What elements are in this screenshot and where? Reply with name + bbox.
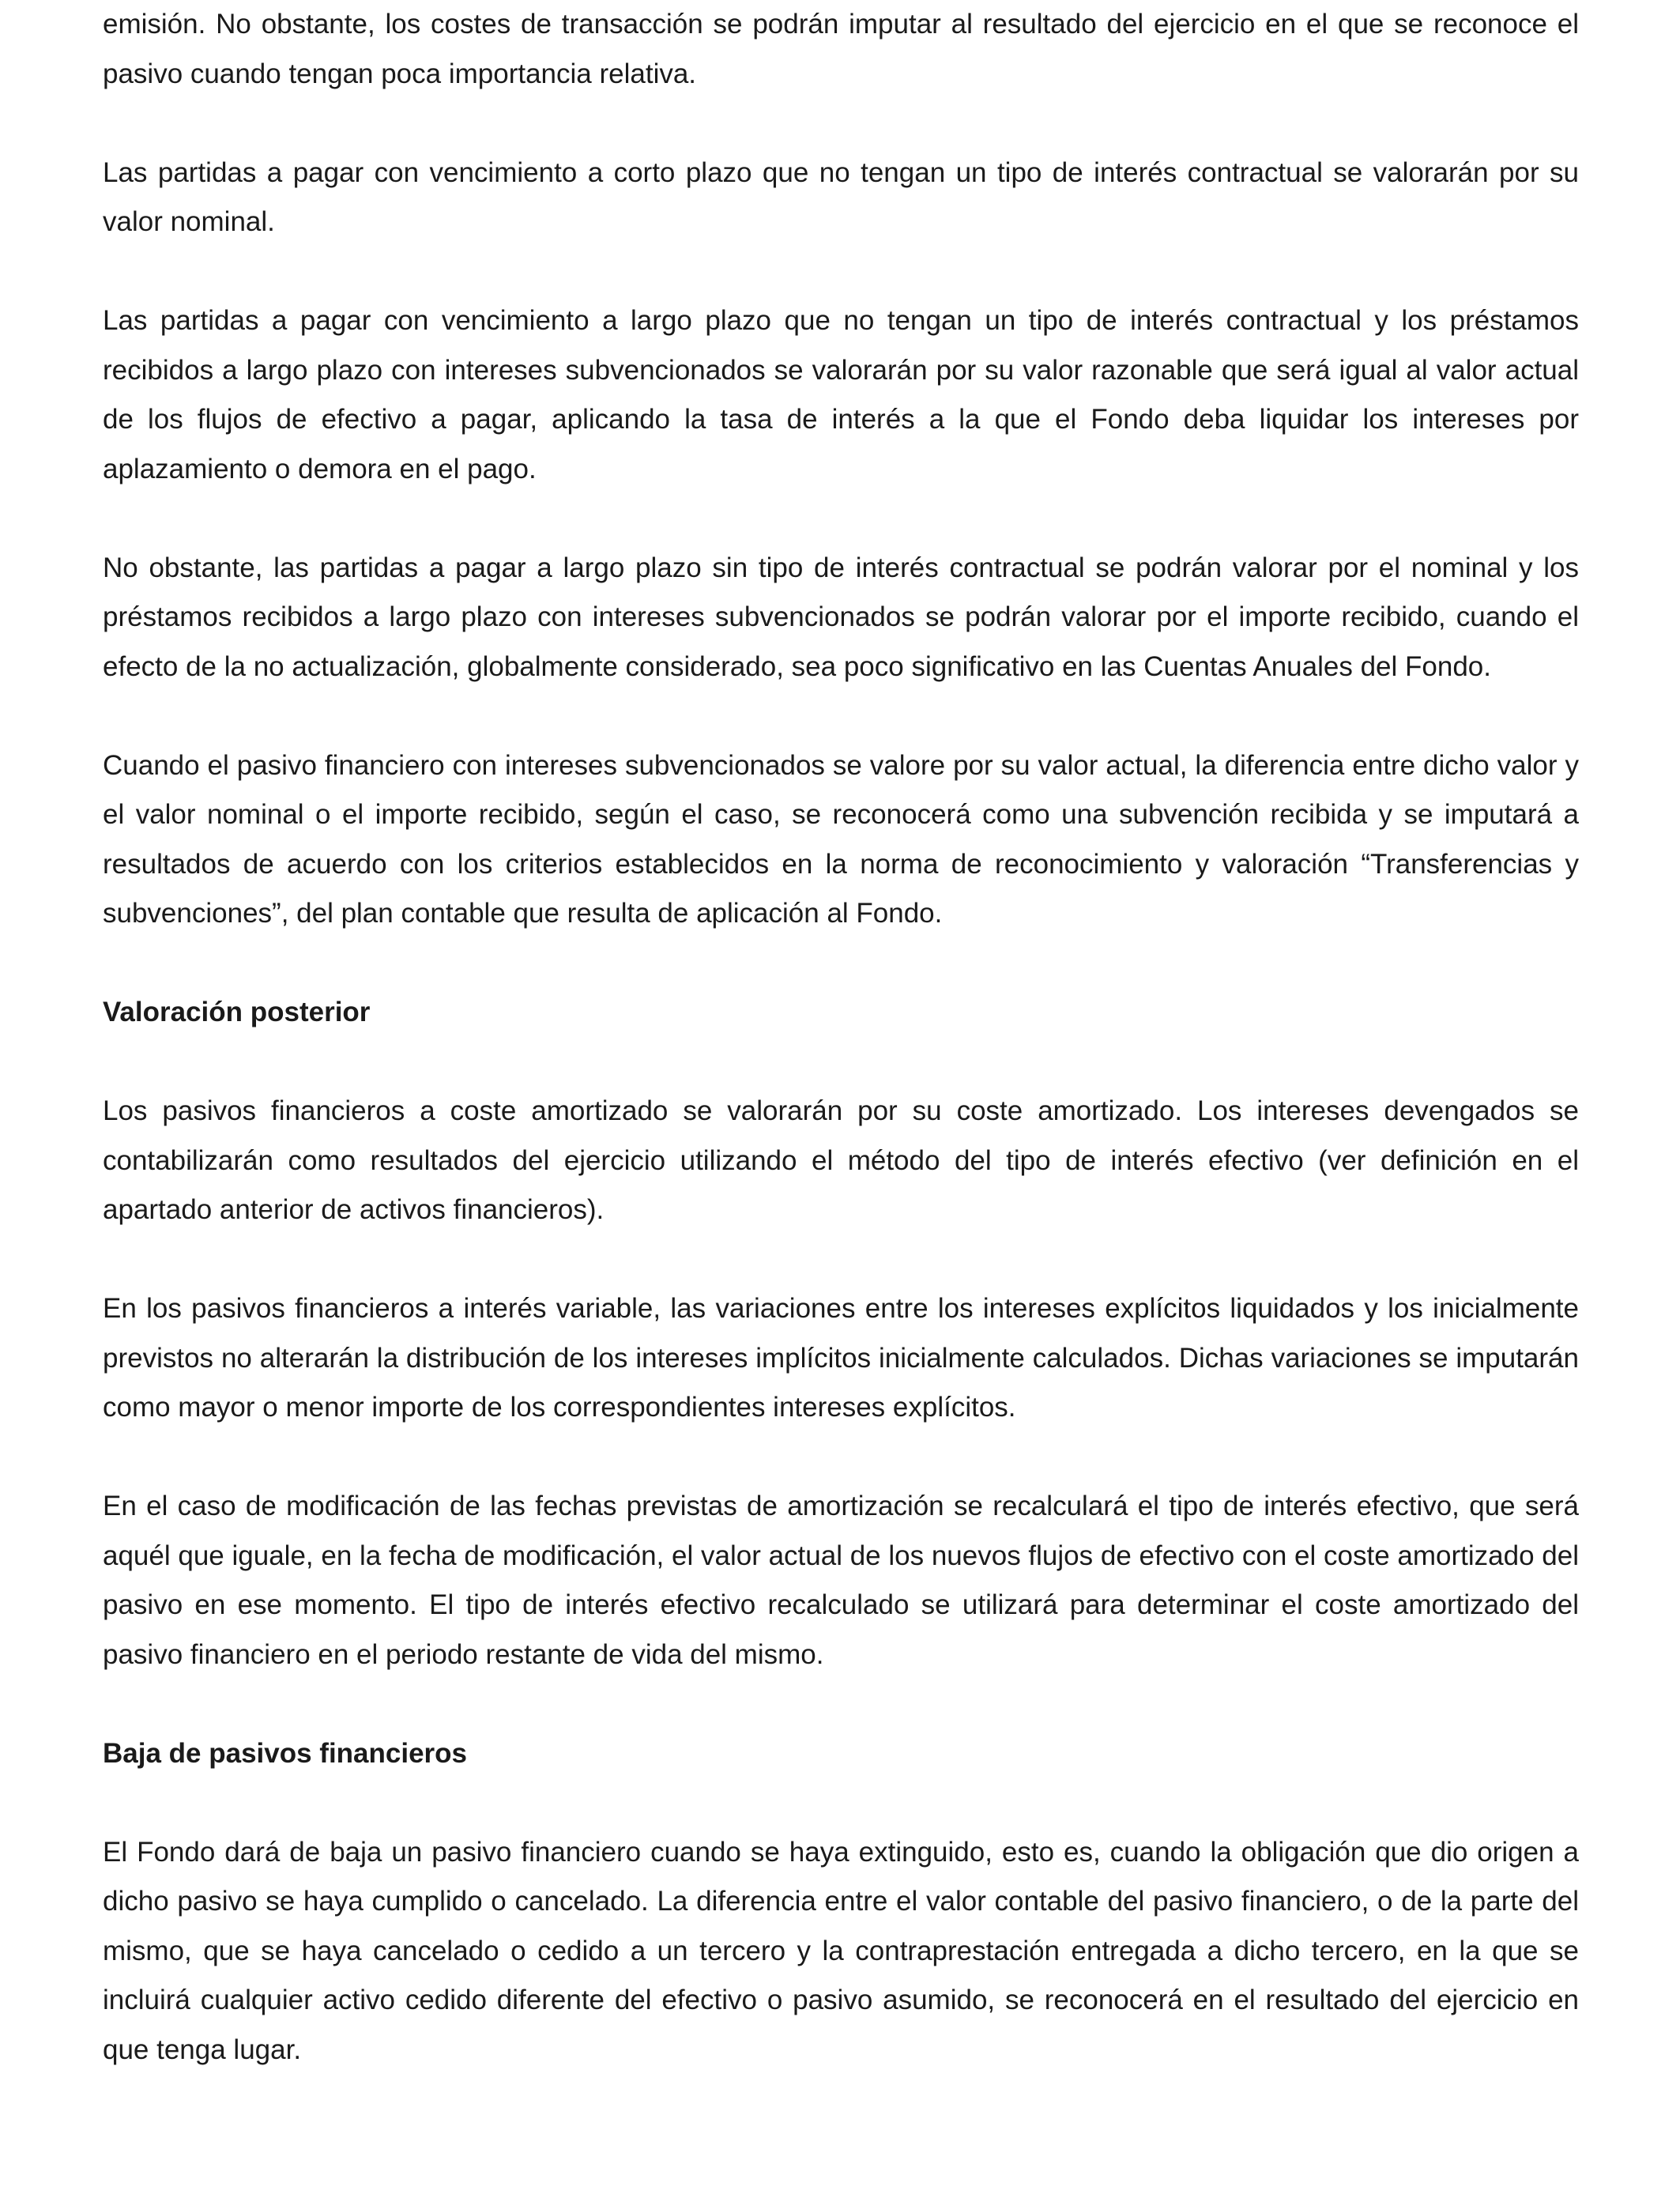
paragraph-derecognition-details: El Fondo dará de baja un pasivo financiero cuando se haya extinguido, esto es, cuando la obligación que dio origen a dicho pasivo se haya cumplido o cancelado. La diferencia entre el valor contable del pasivo financiero, o de la parte del mismo, que se haya cancelado o cedido a un tercero y la contraprestación entregada a dicho tercero, en la que se incluirá cualquier activo cedido diferente del efectivo o pasivo asumido, se reconocerá en el resultado del ejercicio en que tenga lugar. <box>103 1836 1579 2065</box>
document-page <box>103 0 1579 2194</box>
paragraph-gap <box>103 1038 1579 1088</box>
paragraph-transaction-costs: emisión. No obstante, los costes de transacción se podrán imputar al resultado del ejercicio en el que se reconoce el pasivo cuando tengan poca importancia relativa. <box>103 9 1579 89</box>
paragraph-amortization-dates: En el caso de modificación de las fechas previstas de amortización se recalculará el tipo de interés efectivo, que será aquél que iguale, en la fecha de modificación, el valor actual de los nuevos flujos de efectivo con el coste amortizado del pasivo en ese momento. El tipo de interés efectivo recalculado se utilizará para determinar el coste amortizado del pasivo financiero en el periodo restante de vida del mismo. <box>103 1491 1579 1670</box>
paragraph-amortized-cost: Los pasivos financieros a coste amortizado se valorarán por su coste amortizado. Los intereses devengados se contabilizarán como resultados del ejercicio utilizando el método del tipo de interés efectivo (ver definición en el apartado anterior de activos financieros). <box>103 1095 1579 1225</box>
paragraph-gap <box>103 494 1579 544</box>
paragraph-gap <box>103 1235 1579 1285</box>
paragraph-long-term-payables: Las partidas a pagar con vencimiento a largo plazo que no tengan un tipo de interés contractual y los préstamos recibidos a largo plazo con intereses subvencionados se valorarán por su valor razonable que será igual al valor actual de los flujos de efectivo a pagar, aplicando la tasa de interés a la que el Fondo deba liquidar los intereses por aplazamiento o demora en el pago. <box>103 305 1579 484</box>
paragraph-subsidized-interest: Cuando el pasivo financiero con intereses subvencionados se valore por su valor actual, la diferencia entre dicho valor y el valor nominal o el importe recibido, según el caso, se reconocerá como una subvención recibida y se imputará a resultados de acuerdo con los criterios establecidos en la norma de reconocimiento y valoración “Transferencias y subvenciones”, del plan contable que resulta de aplicación al Fondo. <box>103 749 1579 929</box>
paragraph-gap <box>103 1679 1579 1729</box>
heading-subsequent-valuation: Valoración posterior <box>103 997 371 1027</box>
paragraph-gap <box>103 692 1579 741</box>
paragraph-short-term-payables: Las partidas a pagar con vencimiento a corto plazo que no tengan un tipo de interés contractual se valorarán por su valor nominal. <box>103 156 1579 237</box>
paragraph-nominal-valuation: No obstante, las partidas a pagar a largo plazo sin tipo de interés contractual se podrán valorar por el nominal y los préstamos recibidos a largo plazo con intereses subvencionados se podrán valorar por el importe recibido, cuando el efecto de la no actualización, globalmente considerado, sea poco significativo en las Cuentas Anuales del Fondo. <box>103 552 1579 682</box>
paragraph-gap <box>103 99 1579 149</box>
paragraph-gap <box>103 1778 1579 1828</box>
heading-derecognition: Baja de pasivos financieros <box>103 1737 468 1769</box>
paragraph-gap <box>103 247 1579 297</box>
paragraph-variable-interest: En los pasivos financieros a interés variable, las variaciones entre los intereses explícitos liquidados y los inicialmente previstos no alterarán la distribución de los intereses implícitos inicialmente calculados. Dichas variaciones se imputarán como mayor o menor importe de los correspondientes intereses explícitos. <box>103 1293 1579 1423</box>
paragraph-gap <box>103 939 1579 989</box>
paragraph-gap <box>103 1433 1579 1483</box>
